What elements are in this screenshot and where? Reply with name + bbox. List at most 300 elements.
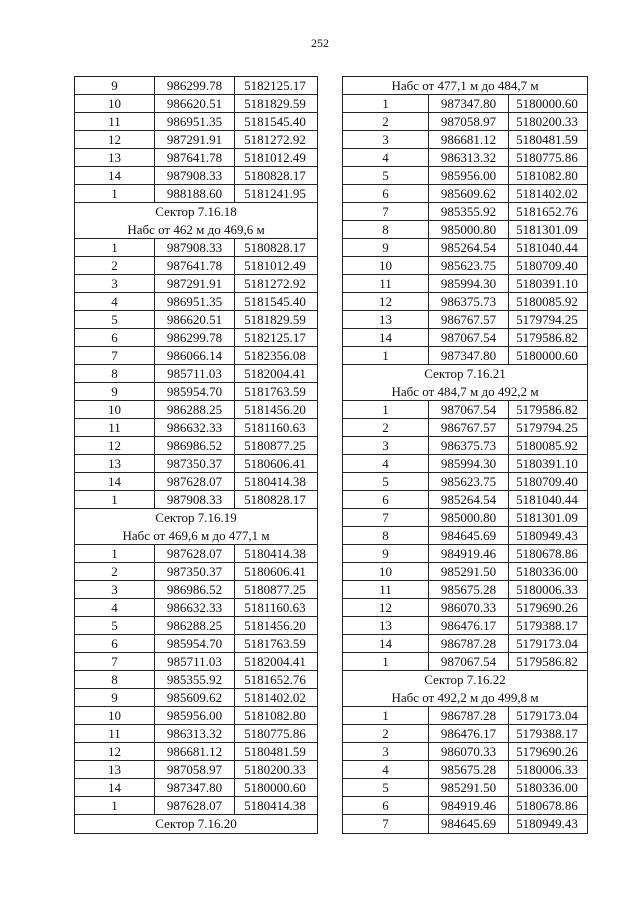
table-row: [75, 437, 317, 455]
point-number: 5: [343, 779, 429, 796]
coordinate-y: 5181652.76: [516, 204, 578, 219]
coordinate-y: 5181829.59: [244, 312, 306, 327]
table-row: [75, 779, 317, 797]
right-coordinates-table: [342, 76, 588, 834]
table-row: [343, 545, 587, 563]
coordinate-y: 5179586.82: [516, 402, 578, 417]
table-row: [343, 293, 587, 311]
coordinate-x: 987908.33: [155, 167, 235, 184]
coordinate-y: 5181160.63: [244, 600, 306, 615]
coordinate-y: 5180006.33: [516, 582, 578, 597]
table-row: [75, 365, 317, 383]
coordinate-y: 5181241.95: [244, 186, 306, 201]
coordinate-y: 5181301.09: [516, 510, 578, 525]
coordinate-y: 5180414.38: [244, 798, 306, 813]
coordinate-y: 5180606.41: [244, 564, 306, 579]
coordinate-x: 986476.17: [429, 617, 509, 634]
coordinate-y: 5180949.43: [516, 816, 578, 831]
table-row: [343, 617, 587, 635]
table-row: [343, 311, 587, 329]
coordinate-y: 5180678.86: [516, 546, 578, 561]
coordinate-y: 5182125.17: [244, 78, 306, 93]
coordinate-y: 5181545.40: [244, 114, 306, 129]
point-number: 9: [75, 383, 155, 400]
coordinate-y: 5180828.17: [244, 240, 306, 255]
table-row: [343, 455, 587, 473]
coordinate-x: 985291.50: [429, 563, 509, 580]
coordinate-y: 5180481.59: [516, 132, 578, 147]
coordinate-x: 985355.92: [155, 671, 235, 688]
sector-height-range: Набс от 484,7 м до 492,2 м: [343, 383, 587, 401]
coordinate-y: 5181763.59: [244, 636, 306, 651]
table-row: [75, 491, 317, 509]
table-row: [75, 257, 317, 275]
point-number: 10: [75, 707, 155, 724]
coordinate-x: 987067.54: [429, 653, 509, 670]
coordinate-x: 987350.37: [155, 455, 235, 472]
point-number: 10: [75, 95, 155, 112]
table-row: [75, 239, 317, 257]
coordinate-y: 5179690.26: [516, 600, 578, 615]
coordinate-y: 5182125.17: [244, 330, 306, 345]
coordinate-y: 5180000.60: [244, 780, 306, 795]
coordinate-y: 5179586.82: [516, 654, 578, 669]
coordinate-y: 5182356.08: [244, 348, 306, 363]
coordinate-y: 5182004.41: [244, 366, 306, 381]
coordinate-y: 5180606.41: [244, 456, 306, 471]
coordinate-y: 5180085.92: [516, 294, 578, 309]
point-number: 4: [343, 761, 429, 778]
coordinate-x: 986288.25: [155, 401, 235, 418]
coordinate-x: 986476.17: [429, 725, 509, 742]
point-number: 2: [343, 113, 429, 130]
table-row: [343, 95, 587, 113]
coordinate-x: 987347.80: [429, 95, 509, 112]
sector-height-range: Набс от 469,6 м до 477,1 м: [75, 527, 317, 545]
coordinate-x: 987291.91: [155, 131, 235, 148]
sector-height-range: Набс от 492,2 м до 499,8 м: [343, 689, 587, 707]
table-row: [75, 113, 317, 131]
coordinate-x: 986787.28: [429, 707, 509, 724]
coordinate-x: 987067.54: [429, 329, 509, 346]
table-row: [343, 149, 587, 167]
coordinate-x: 985609.62: [155, 689, 235, 706]
coordinate-x: 986767.57: [429, 311, 509, 328]
coordinate-y: 5180877.25: [244, 582, 306, 597]
coordinate-x: 984919.46: [429, 545, 509, 562]
point-number: 13: [343, 617, 429, 634]
coordinate-x: 987641.78: [155, 149, 235, 166]
table-row: [75, 689, 317, 707]
table-row: [75, 473, 317, 491]
table-row: [343, 401, 587, 419]
table-row: [75, 725, 317, 743]
coordinate-x: 986288.25: [155, 617, 235, 634]
coordinate-y: 5180391.10: [516, 276, 578, 291]
coordinate-y: 5180481.59: [244, 744, 306, 759]
table-row: [343, 761, 587, 779]
table-row: [343, 167, 587, 185]
point-number: 3: [343, 743, 429, 760]
point-number: 11: [75, 725, 155, 742]
sector-title: Сектор 7.16.22: [424, 672, 506, 687]
coordinate-x: 985355.92: [429, 203, 509, 220]
coordinate-x: 986951.35: [155, 293, 235, 310]
table-row: [75, 635, 317, 653]
point-number: 8: [75, 365, 155, 382]
point-number: 6: [343, 797, 429, 814]
point-number: 3: [75, 581, 155, 598]
table-row: [75, 581, 317, 599]
point-number: 14: [75, 779, 155, 796]
coordinate-y: 5181763.59: [244, 384, 306, 399]
point-number: 1: [343, 707, 429, 724]
point-number: 7: [75, 653, 155, 670]
point-number: 2: [343, 725, 429, 742]
coordinate-x: 987908.33: [155, 239, 235, 256]
coordinate-y: 5180085.92: [516, 438, 578, 453]
table-row: [75, 347, 317, 365]
coordinate-y: 5180414.38: [244, 546, 306, 561]
table-row: [343, 329, 587, 347]
coordinate-y: 5179388.17: [516, 618, 578, 633]
coordinate-x: 986986.52: [155, 581, 235, 598]
coordinate-x: 987291.91: [155, 275, 235, 292]
coordinate-y: 5179794.25: [516, 420, 578, 435]
coordinate-x: 984919.46: [429, 797, 509, 814]
table-row: [75, 293, 317, 311]
sector-title: Сектор 7.16.21: [424, 366, 506, 381]
table-row: [75, 149, 317, 167]
point-number: 1: [343, 95, 429, 112]
coordinate-y: 5181545.40: [244, 294, 306, 309]
coordinate-x: 986767.57: [429, 419, 509, 436]
coordinate-x: 986375.73: [429, 293, 509, 310]
sector-title: Сектор 7.16.20: [155, 816, 237, 831]
coordinate-x: 988188.60: [155, 185, 235, 202]
point-number: 5: [75, 311, 155, 328]
point-number: 14: [343, 635, 429, 652]
table-row: [75, 185, 317, 203]
table-row: [343, 743, 587, 761]
coordinate-x: 986299.78: [155, 329, 235, 346]
table-row: [343, 653, 587, 671]
coordinate-x: 987058.97: [429, 113, 509, 130]
coordinate-x: 985623.75: [429, 257, 509, 274]
point-number: 13: [75, 149, 155, 166]
coordinate-y: 5181272.92: [244, 132, 306, 147]
coordinate-x: 985000.80: [429, 221, 509, 238]
point-number: 12: [75, 131, 155, 148]
table-row: [343, 707, 587, 725]
coordinate-y: 5181040.44: [516, 492, 578, 507]
coordinate-x: 986313.32: [429, 149, 509, 166]
point-number: 6: [343, 185, 429, 202]
coordinate-y: 5180709.40: [516, 258, 578, 273]
point-number: 1: [75, 545, 155, 562]
table-row: [75, 401, 317, 419]
table-row: [75, 275, 317, 293]
page-number: 252: [311, 36, 329, 50]
point-number: 9: [343, 239, 429, 256]
coordinate-y: 5180877.25: [244, 438, 306, 453]
point-number: 11: [75, 113, 155, 130]
point-number: 9: [343, 545, 429, 562]
point-number: 4: [343, 455, 429, 472]
point-number: 9: [75, 689, 155, 706]
table-row: [343, 257, 587, 275]
table-row: [75, 455, 317, 473]
coordinate-y: 5180709.40: [516, 474, 578, 489]
coordinate-x: 986070.33: [429, 743, 509, 760]
coordinate-y: 5180949.43: [516, 528, 578, 543]
coordinate-x: 985291.50: [429, 779, 509, 796]
sector-height-range: Набс от 477,1 м до 484,7 м: [343, 77, 587, 95]
table-row: [343, 599, 587, 617]
point-number: 5: [343, 167, 429, 184]
point-number: 1: [75, 491, 155, 508]
coordinate-y: 5180775.86: [516, 150, 578, 165]
coordinate-y: 5181012.49: [244, 258, 306, 273]
coordinate-y: 5179173.04: [516, 636, 578, 651]
table-row: [343, 275, 587, 293]
coordinate-y: 5181082.80: [244, 708, 306, 723]
table-row: [75, 563, 317, 581]
coordinate-x: 986951.35: [155, 113, 235, 130]
coordinate-x: 986620.51: [155, 95, 235, 112]
point-number: 2: [75, 257, 155, 274]
point-number: 7: [343, 815, 429, 833]
table-row: [343, 131, 587, 149]
coordinate-x: 985954.70: [155, 635, 235, 652]
table-row: [343, 581, 587, 599]
table-row: [343, 185, 587, 203]
table-row: [75, 761, 317, 779]
coordinate-y: 5180336.00: [516, 564, 578, 579]
point-number: 9: [75, 77, 155, 94]
point-number: 14: [343, 329, 429, 346]
table-row: [343, 563, 587, 581]
point-number: 1: [75, 185, 155, 202]
table-row: [75, 329, 317, 347]
coordinate-x: 986632.33: [155, 599, 235, 616]
table-row: [75, 545, 317, 563]
table-row: [75, 707, 317, 725]
coordinate-x: 985675.28: [429, 761, 509, 778]
table-row: [343, 491, 587, 509]
coordinate-y: 5179388.17: [516, 726, 578, 741]
coordinate-y: 5181301.09: [516, 222, 578, 237]
table-row: [75, 77, 317, 95]
point-number: 2: [343, 419, 429, 436]
table-row: [75, 419, 317, 437]
point-number: 4: [343, 149, 429, 166]
coordinate-x: 985954.70: [155, 383, 235, 400]
coordinate-x: 985994.30: [429, 455, 509, 472]
coordinate-y: 5181272.92: [244, 276, 306, 291]
table-row: [75, 95, 317, 113]
coordinate-x: 987628.07: [155, 473, 235, 490]
point-number: 2: [75, 563, 155, 580]
point-number: 4: [75, 599, 155, 616]
point-number: 12: [343, 599, 429, 616]
table-row: [75, 131, 317, 149]
table-row: [343, 239, 587, 257]
coordinate-x: 986066.14: [155, 347, 235, 364]
point-number: 13: [75, 455, 155, 472]
table-row: [75, 617, 317, 635]
point-number: 14: [75, 473, 155, 490]
coordinate-x: 984645.69: [429, 527, 509, 544]
point-number: 6: [75, 329, 155, 346]
point-number: 3: [343, 437, 429, 454]
table-row: [343, 509, 587, 527]
coordinate-x: 985623.75: [429, 473, 509, 490]
coordinate-y: 5181012.49: [244, 150, 306, 165]
coordinate-y: 5180006.33: [516, 762, 578, 777]
point-number: 11: [75, 419, 155, 436]
table-row: [343, 797, 587, 815]
coordinate-x: 985956.00: [429, 167, 509, 184]
coordinate-y: 5181160.63: [244, 420, 306, 435]
table-row: [343, 725, 587, 743]
coordinate-x: 986787.28: [429, 635, 509, 652]
point-number: 8: [75, 671, 155, 688]
point-number: 1: [75, 797, 155, 814]
point-number: 6: [75, 635, 155, 652]
coordinate-y: 5180391.10: [516, 456, 578, 471]
table-row: [343, 221, 587, 239]
point-number: 1: [343, 401, 429, 418]
point-number: 1: [343, 653, 429, 670]
table-row: [75, 671, 317, 689]
coordinate-x: 986375.73: [429, 437, 509, 454]
coordinate-y: 5180775.86: [244, 726, 306, 741]
coordinate-y: 5179690.26: [516, 744, 578, 759]
table-row: [343, 527, 587, 545]
table-row: [75, 743, 317, 761]
point-number: 10: [75, 401, 155, 418]
point-number: 1: [343, 347, 429, 364]
table-row: [343, 779, 587, 797]
coordinate-x: 985264.54: [429, 491, 509, 508]
point-number: 14: [75, 167, 155, 184]
table-row: [343, 347, 587, 365]
coordinate-y: 5179586.82: [516, 330, 578, 345]
table-row: [75, 383, 317, 401]
point-number: 4: [75, 293, 155, 310]
coordinate-x: 987628.07: [155, 545, 235, 562]
coordinate-x: 985609.62: [429, 185, 509, 202]
coordinate-y: 5180000.60: [516, 348, 578, 363]
coordinate-y: 5179794.25: [516, 312, 578, 327]
coordinate-x: 986632.33: [155, 419, 235, 436]
point-number: 7: [343, 509, 429, 526]
coordinate-y: 5180828.17: [244, 492, 306, 507]
point-number: 3: [75, 275, 155, 292]
coordinate-x: 986070.33: [429, 599, 509, 616]
table-row: [343, 473, 587, 491]
coordinate-y: 5182004.41: [244, 654, 306, 669]
coordinate-x: 986681.12: [429, 131, 509, 148]
point-number: 3: [343, 131, 429, 148]
point-number: 7: [75, 347, 155, 364]
coordinate-x: 987058.97: [155, 761, 235, 778]
coordinate-y: 5181082.80: [516, 168, 578, 183]
coordinate-y: 5181040.44: [516, 240, 578, 255]
coordinate-x: 986313.32: [155, 725, 235, 742]
point-number: 10: [343, 563, 429, 580]
coordinate-x: 985264.54: [429, 239, 509, 256]
coordinate-x: 987628.07: [155, 797, 235, 814]
coordinate-y: 5180200.33: [516, 114, 578, 129]
sector-title: Сектор 7.16.18: [155, 204, 237, 219]
table-row: [75, 797, 317, 815]
coordinate-x: 987067.54: [429, 401, 509, 418]
table-row: [343, 419, 587, 437]
coordinate-x: 985994.30: [429, 275, 509, 292]
coordinate-y: 5180000.60: [516, 96, 578, 111]
table-row: [75, 167, 317, 185]
coordinate-y: 5181829.59: [244, 96, 306, 111]
point-number: 5: [75, 617, 155, 634]
coordinate-y: 5180200.33: [244, 762, 306, 777]
table-row: [75, 599, 317, 617]
point-number: 11: [343, 581, 429, 598]
coordinate-y: 5181402.02: [516, 186, 578, 201]
coordinate-x: 986681.12: [155, 743, 235, 760]
coordinate-y: 5180678.86: [516, 798, 578, 813]
table-row: [75, 653, 317, 671]
point-number: 8: [343, 221, 429, 238]
point-number: 1: [75, 239, 155, 256]
left-coordinates-table: [74, 76, 318, 834]
coordinate-x: 985000.80: [429, 509, 509, 526]
coordinate-y: 5181456.20: [244, 618, 306, 633]
coordinate-x: 985711.03: [155, 365, 235, 382]
sector-height-range: Набс от 462 м до 469,6 м: [75, 221, 317, 239]
coordinate-x: 984645.69: [429, 815, 509, 833]
point-number: 13: [343, 311, 429, 328]
table-row: [343, 635, 587, 653]
coordinate-y: 5181402.02: [244, 690, 306, 705]
coordinate-x: 986620.51: [155, 311, 235, 328]
table-row: [343, 203, 587, 221]
point-number: 6: [343, 491, 429, 508]
point-number: 10: [343, 257, 429, 274]
coordinate-y: 5180414.38: [244, 474, 306, 489]
table-row: [75, 311, 317, 329]
coordinate-x: 986986.52: [155, 437, 235, 454]
coordinate-x: 987347.80: [155, 779, 235, 796]
table-row: [343, 815, 587, 833]
point-number: 12: [343, 293, 429, 310]
point-number: 12: [75, 743, 155, 760]
coordinate-y: 5181456.20: [244, 402, 306, 417]
coordinate-x: 985711.03: [155, 653, 235, 670]
coordinate-y: 5179173.04: [516, 708, 578, 723]
point-number: 13: [75, 761, 155, 778]
coordinate-y: 5180828.17: [244, 168, 306, 183]
coordinate-x: 985675.28: [429, 581, 509, 598]
sector-title: Сектор 7.16.19: [155, 510, 237, 525]
coordinate-y: 5181652.76: [244, 672, 306, 687]
point-number: 5: [343, 473, 429, 490]
coordinate-x: 987908.33: [155, 491, 235, 508]
table-row: [343, 113, 587, 131]
table-row: [343, 437, 587, 455]
point-number: 11: [343, 275, 429, 292]
